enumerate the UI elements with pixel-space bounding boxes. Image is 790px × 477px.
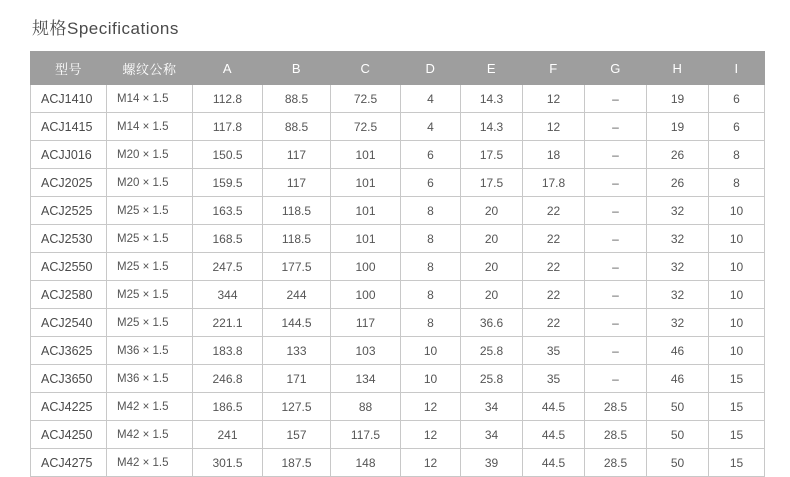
cell-a: 112.8 [193, 85, 263, 113]
cell-c: 103 [331, 337, 401, 365]
cell-thread: M25 × 1.5 [107, 281, 193, 309]
table-row [31, 309, 765, 337]
cell-e: 14.3 [461, 85, 523, 113]
table-header [31, 52, 765, 85]
cell-f: 44.5 [523, 393, 585, 421]
table-body [31, 85, 765, 477]
cell-h: 32 [647, 253, 709, 281]
cell-b: 118.5 [263, 197, 331, 225]
cell-f: 17.8 [523, 169, 585, 197]
cell-a: 246.8 [193, 365, 263, 393]
cell-c: 88 [331, 393, 401, 421]
table-row [31, 225, 765, 253]
column-header-i: I [709, 52, 765, 85]
cell-h: 26 [647, 141, 709, 169]
cell-i: 6 [709, 85, 765, 113]
specifications-table [30, 51, 765, 477]
cell-b: 244 [263, 281, 331, 309]
cell-thread: M25 × 1.5 [107, 309, 193, 337]
cell-g: – [585, 365, 647, 393]
cell-h: 32 [647, 197, 709, 225]
column-header-model: 型号 [31, 52, 107, 85]
cell-model: ACJJ016 [31, 141, 107, 169]
cell-g: – [585, 169, 647, 197]
cell-a: 247.5 [193, 253, 263, 281]
cell-b: 157 [263, 421, 331, 449]
cell-d: 6 [401, 169, 461, 197]
cell-f: 22 [523, 225, 585, 253]
cell-i: 15 [709, 449, 765, 477]
cell-a: 168.5 [193, 225, 263, 253]
cell-b: 117 [263, 141, 331, 169]
cell-b: 127.5 [263, 393, 331, 421]
cell-a: 117.8 [193, 113, 263, 141]
cell-model: ACJ2550 [31, 253, 107, 281]
cell-h: 50 [647, 449, 709, 477]
column-header-f: F [523, 52, 585, 85]
cell-f: 12 [523, 113, 585, 141]
cell-thread: M36 × 1.5 [107, 337, 193, 365]
cell-c: 100 [331, 281, 401, 309]
cell-a: 301.5 [193, 449, 263, 477]
cell-e: 25.8 [461, 365, 523, 393]
cell-a: 186.5 [193, 393, 263, 421]
cell-e: 20 [461, 281, 523, 309]
cell-h: 50 [647, 421, 709, 449]
cell-e: 17.5 [461, 169, 523, 197]
column-header-b: B [263, 52, 331, 85]
cell-d: 4 [401, 85, 461, 113]
cell-d: 12 [401, 449, 461, 477]
cell-g: – [585, 225, 647, 253]
column-header-e: E [461, 52, 523, 85]
cell-thread: M14 × 1.5 [107, 113, 193, 141]
cell-i: 8 [709, 169, 765, 197]
cell-g: – [585, 141, 647, 169]
cell-model: ACJ1410 [31, 85, 107, 113]
cell-g: – [585, 253, 647, 281]
column-header-thread: 螺纹公称 [107, 52, 193, 85]
cell-c: 117 [331, 309, 401, 337]
cell-b: 144.5 [263, 309, 331, 337]
cell-c: 117.5 [331, 421, 401, 449]
cell-model: ACJ2525 [31, 197, 107, 225]
cell-f: 22 [523, 197, 585, 225]
page-title-chinese: 规格 [32, 19, 67, 39]
cell-e: 20 [461, 253, 523, 281]
cell-h: 32 [647, 281, 709, 309]
cell-thread: M42 × 1.5 [107, 393, 193, 421]
cell-g: – [585, 85, 647, 113]
cell-d: 6 [401, 141, 461, 169]
table-row [31, 449, 765, 477]
cell-b: 88.5 [263, 113, 331, 141]
cell-g: – [585, 197, 647, 225]
cell-b: 88.5 [263, 85, 331, 113]
cell-a: 163.5 [193, 197, 263, 225]
cell-thread: M42 × 1.5 [107, 421, 193, 449]
cell-b: 177.5 [263, 253, 331, 281]
cell-i: 10 [709, 281, 765, 309]
cell-thread: M25 × 1.5 [107, 253, 193, 281]
cell-b: 117 [263, 169, 331, 197]
cell-i: 10 [709, 337, 765, 365]
cell-g: – [585, 337, 647, 365]
cell-f: 22 [523, 281, 585, 309]
column-header-d: D [401, 52, 461, 85]
cell-c: 148 [331, 449, 401, 477]
cell-d: 8 [401, 309, 461, 337]
cell-a: 150.5 [193, 141, 263, 169]
column-header-c: C [331, 52, 401, 85]
cell-f: 35 [523, 365, 585, 393]
cell-d: 8 [401, 253, 461, 281]
cell-e: 25.8 [461, 337, 523, 365]
cell-e: 34 [461, 393, 523, 421]
cell-f: 44.5 [523, 421, 585, 449]
cell-c: 72.5 [331, 85, 401, 113]
cell-i: 15 [709, 365, 765, 393]
cell-e: 20 [461, 225, 523, 253]
cell-thread: M25 × 1.5 [107, 197, 193, 225]
table-row [31, 421, 765, 449]
cell-c: 101 [331, 225, 401, 253]
cell-c: 100 [331, 253, 401, 281]
cell-a: 344 [193, 281, 263, 309]
cell-b: 187.5 [263, 449, 331, 477]
cell-h: 26 [647, 169, 709, 197]
cell-d: 8 [401, 225, 461, 253]
cell-f: 18 [523, 141, 585, 169]
table-row [31, 141, 765, 169]
cell-model: ACJ3650 [31, 365, 107, 393]
cell-g: 28.5 [585, 449, 647, 477]
cell-f: 22 [523, 253, 585, 281]
table-row [31, 337, 765, 365]
cell-g: 28.5 [585, 393, 647, 421]
cell-d: 12 [401, 421, 461, 449]
cell-thread: M25 × 1.5 [107, 225, 193, 253]
cell-f: 12 [523, 85, 585, 113]
cell-h: 46 [647, 337, 709, 365]
cell-model: ACJ4250 [31, 421, 107, 449]
column-header-a: A [193, 52, 263, 85]
page-title-english: Specifications [67, 19, 179, 38]
cell-d: 10 [401, 337, 461, 365]
cell-a: 221.1 [193, 309, 263, 337]
cell-d: 12 [401, 393, 461, 421]
cell-e: 34 [461, 421, 523, 449]
cell-i: 6 [709, 113, 765, 141]
cell-d: 8 [401, 197, 461, 225]
cell-model: ACJ4225 [31, 393, 107, 421]
cell-g: 28.5 [585, 421, 647, 449]
cell-e: 14.3 [461, 113, 523, 141]
column-header-h: H [647, 52, 709, 85]
table-row [31, 197, 765, 225]
cell-model: ACJ4275 [31, 449, 107, 477]
cell-thread: M42 × 1.5 [107, 449, 193, 477]
table-row [31, 85, 765, 113]
cell-e: 20 [461, 197, 523, 225]
cell-c: 72.5 [331, 113, 401, 141]
cell-model: ACJ1415 [31, 113, 107, 141]
table-row [31, 169, 765, 197]
cell-e: 39 [461, 449, 523, 477]
table-row [31, 113, 765, 141]
table-row [31, 253, 765, 281]
cell-d: 8 [401, 281, 461, 309]
cell-i: 15 [709, 393, 765, 421]
cell-i: 10 [709, 253, 765, 281]
cell-c: 134 [331, 365, 401, 393]
cell-thread: M20 × 1.5 [107, 169, 193, 197]
cell-model: ACJ2580 [31, 281, 107, 309]
table-row [31, 281, 765, 309]
cell-b: 171 [263, 365, 331, 393]
cell-d: 4 [401, 113, 461, 141]
cell-i: 10 [709, 225, 765, 253]
header-row [31, 52, 765, 85]
cell-h: 46 [647, 365, 709, 393]
cell-thread: M14 × 1.5 [107, 85, 193, 113]
cell-c: 101 [331, 197, 401, 225]
cell-thread: M36 × 1.5 [107, 365, 193, 393]
cell-d: 10 [401, 365, 461, 393]
table-row [31, 365, 765, 393]
cell-h: 19 [647, 85, 709, 113]
cell-model: ACJ2530 [31, 225, 107, 253]
cell-f: 44.5 [523, 449, 585, 477]
cell-h: 32 [647, 309, 709, 337]
cell-b: 118.5 [263, 225, 331, 253]
cell-c: 101 [331, 141, 401, 169]
cell-h: 19 [647, 113, 709, 141]
cell-f: 35 [523, 337, 585, 365]
cell-b: 133 [263, 337, 331, 365]
cell-h: 32 [647, 225, 709, 253]
cell-g: – [585, 309, 647, 337]
cell-i: 10 [709, 309, 765, 337]
cell-i: 10 [709, 197, 765, 225]
cell-model: ACJ2025 [31, 169, 107, 197]
cell-g: – [585, 113, 647, 141]
cell-a: 183.8 [193, 337, 263, 365]
cell-model: ACJ3625 [31, 337, 107, 365]
page-title [32, 14, 762, 39]
cell-a: 241 [193, 421, 263, 449]
cell-model: ACJ2540 [31, 309, 107, 337]
cell-c: 101 [331, 169, 401, 197]
cell-g: – [585, 281, 647, 309]
column-header-g: G [585, 52, 647, 85]
cell-i: 15 [709, 421, 765, 449]
cell-thread: M20 × 1.5 [107, 141, 193, 169]
cell-a: 159.5 [193, 169, 263, 197]
cell-h: 50 [647, 393, 709, 421]
cell-i: 8 [709, 141, 765, 169]
cell-e: 36.6 [461, 309, 523, 337]
table-row [31, 393, 765, 421]
cell-e: 17.5 [461, 141, 523, 169]
cell-f: 22 [523, 309, 585, 337]
